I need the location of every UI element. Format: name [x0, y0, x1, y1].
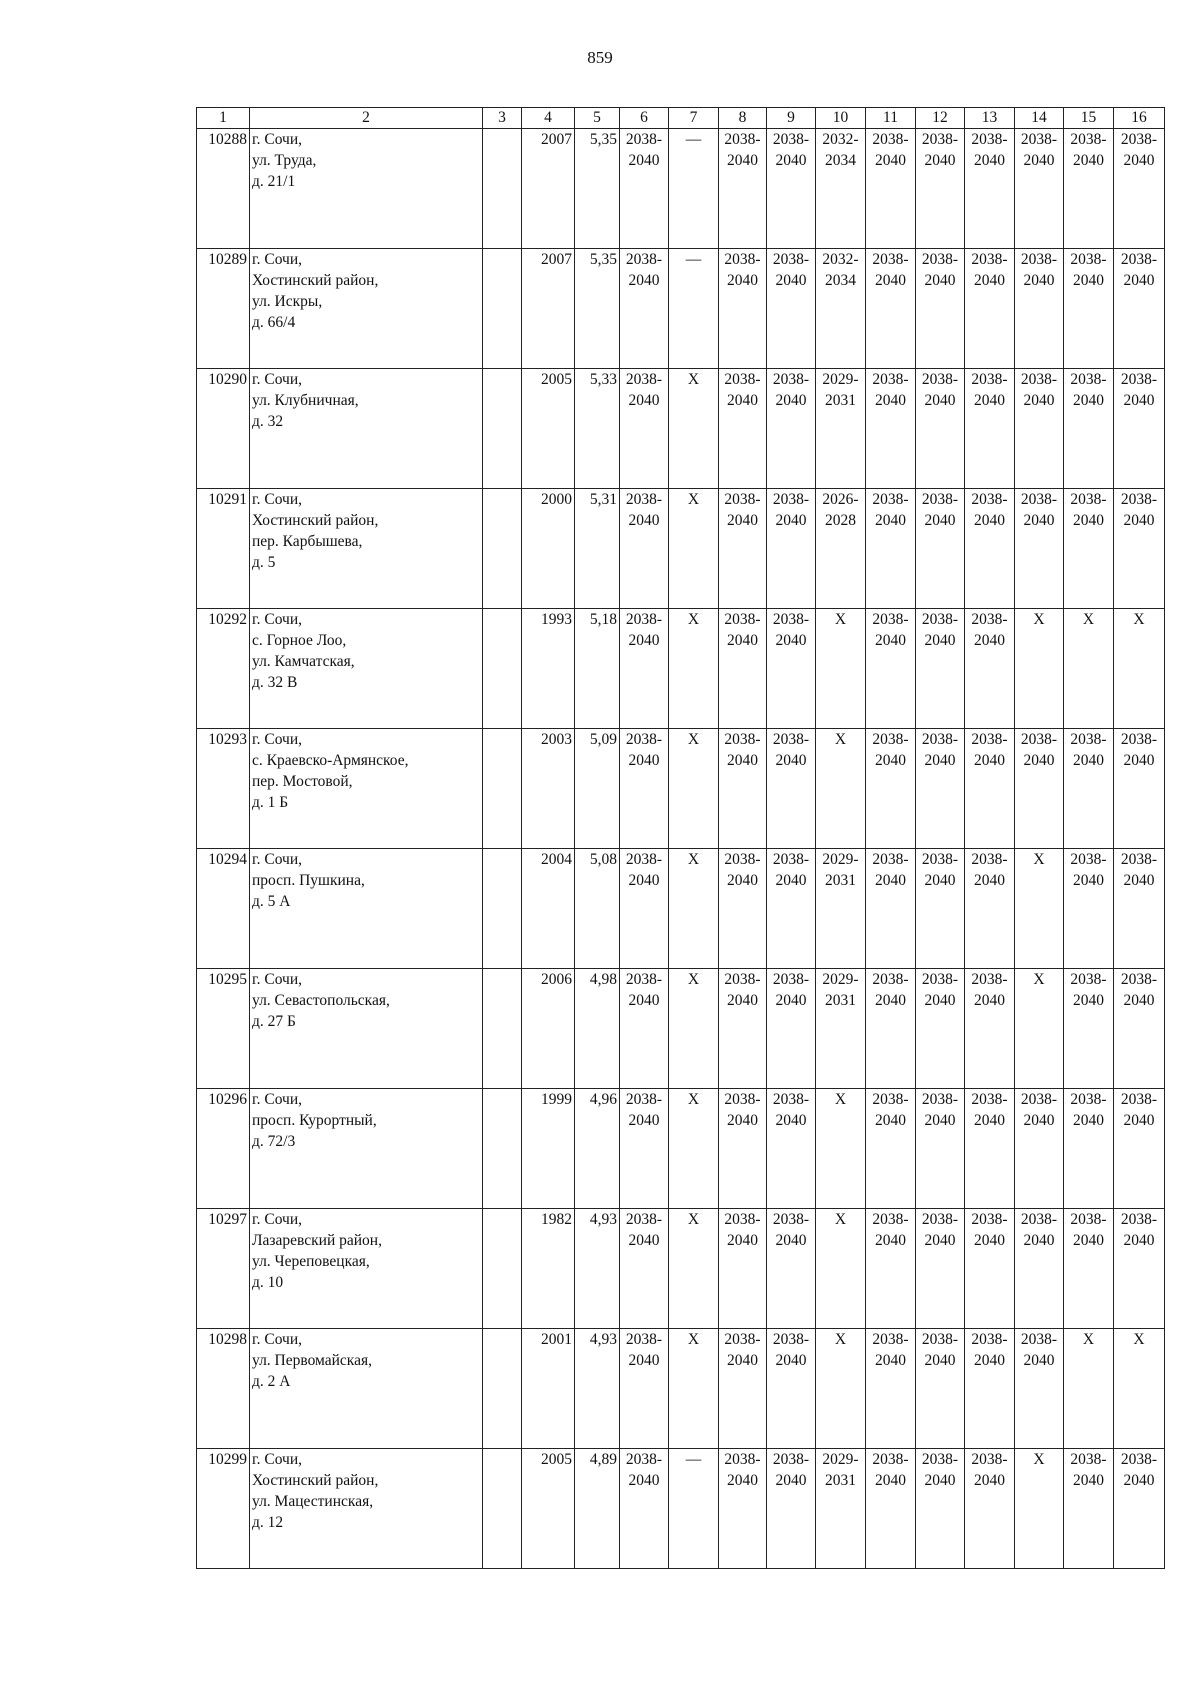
col-6-cell: 2038- 2040 [620, 249, 669, 369]
address-line: д. 32 В [252, 674, 298, 691]
col-11-cell: 2038- 2040 [866, 489, 916, 609]
col-7-cell: X [669, 609, 719, 729]
col-10-cell: 2026- 2028 [816, 489, 866, 609]
col-11-cell: 2038- 2040 [866, 1329, 916, 1449]
row-number-cell: 10288 [197, 129, 250, 249]
row-number-cell: 10297 [197, 1209, 250, 1329]
table-row [197, 1209, 1165, 1329]
table-row [197, 609, 1165, 729]
col-16-cell: 2038- 2040 [1114, 729, 1165, 849]
col-15-cell: 2038- 2040 [1064, 729, 1114, 849]
col-12-cell: 2038- 2040 [916, 609, 965, 729]
year-cell: 2000 [522, 489, 575, 609]
col-9-cell: 2038- 2040 [767, 129, 816, 249]
address-line: д. 21/1 [252, 173, 296, 190]
col-3-cell [483, 489, 522, 609]
col-15-cell: 2038- 2040 [1064, 369, 1114, 489]
col-3-cell [483, 849, 522, 969]
address-line: д. 72/3 [252, 1133, 296, 1150]
address-line: Хостинский район, [252, 272, 379, 289]
col-3-cell [483, 729, 522, 849]
year-cell: 2001 [522, 1329, 575, 1449]
col-16-cell: 2038- 2040 [1114, 489, 1165, 609]
col-8-cell: 2038- 2040 [719, 609, 767, 729]
col-11-cell: 2038- 2040 [866, 1449, 916, 1569]
table-row [197, 369, 1165, 489]
col-11-cell: 2038- 2040 [866, 249, 916, 369]
col-3-cell [483, 1209, 522, 1329]
col-8-cell: 2038- 2040 [719, 969, 767, 1089]
col-10-cell: X [816, 1209, 866, 1329]
table-row [197, 1449, 1165, 1569]
col-3-cell [483, 369, 522, 489]
col-9-cell: 2038- 2040 [767, 1449, 816, 1569]
address-cell [250, 369, 483, 489]
address-line: г. Сочи, [252, 731, 303, 748]
col-9-cell: 2038- 2040 [767, 249, 816, 369]
col-3-cell [483, 969, 522, 1089]
col-8-cell: 2038- 2040 [719, 1209, 767, 1329]
address-line: г. Сочи, [252, 851, 303, 868]
col-16-cell: 2038- 2040 [1114, 969, 1165, 1089]
column-header: 15 [1064, 108, 1114, 129]
column-header: 1 [197, 108, 250, 129]
address-cell [250, 1089, 483, 1209]
address-line: ул. Камчатская, [252, 653, 355, 670]
col-12-cell: 2038- 2040 [916, 1449, 965, 1569]
col-15-cell: X [1064, 1329, 1114, 1449]
column-header: 3 [483, 108, 522, 129]
col-10-cell: 2029- 2031 [816, 969, 866, 1089]
column-header: 5 [575, 108, 620, 129]
col-15-cell: 2038- 2040 [1064, 129, 1114, 249]
col-14-cell: 2038- 2040 [1015, 1089, 1064, 1209]
year-cell: 2005 [522, 369, 575, 489]
table-row [197, 849, 1165, 969]
col-7-cell: X [669, 369, 719, 489]
col-16-cell: 2038- 2040 [1114, 1209, 1165, 1329]
address-line: с. Краевско-Армянское, [252, 752, 409, 769]
col-11-cell: 2038- 2040 [866, 849, 916, 969]
value-cell: 5,35 [575, 129, 620, 249]
column-header: 2 [250, 108, 483, 129]
col-7-cell: X [669, 849, 719, 969]
year-cell: 2003 [522, 729, 575, 849]
col-8-cell: 2038- 2040 [719, 729, 767, 849]
col-15-cell: X [1064, 609, 1114, 729]
column-header: 7 [669, 108, 719, 129]
address-line: г. Сочи, [252, 251, 303, 268]
col-8-cell: 2038- 2040 [719, 489, 767, 609]
address-cell [250, 849, 483, 969]
address-line: г. Сочи, [252, 371, 303, 388]
col-13-cell: 2038- 2040 [965, 609, 1015, 729]
column-header: 4 [522, 108, 575, 129]
year-cell: 2006 [522, 969, 575, 1089]
address-line: ул. Искры, [252, 293, 323, 310]
address-line: д. 2 А [252, 1373, 291, 1390]
col-14-cell: X [1015, 609, 1064, 729]
col-15-cell: 2038- 2040 [1064, 1089, 1114, 1209]
col-14-cell: 2038- 2040 [1015, 1209, 1064, 1329]
address-line: г. Сочи, [252, 1331, 303, 1348]
col-3-cell [483, 1449, 522, 1569]
address-cell [250, 729, 483, 849]
col-15-cell: 2038- 2040 [1064, 1209, 1114, 1329]
table-row [197, 1329, 1165, 1449]
column-header: 6 [620, 108, 669, 129]
table-row [197, 1089, 1165, 1209]
column-header: 11 [866, 108, 916, 129]
address-line: ул. Мацестинская, [252, 1493, 374, 1510]
value-cell: 4,93 [575, 1209, 620, 1329]
col-16-cell: X [1114, 609, 1165, 729]
header-row [197, 108, 1165, 129]
col-9-cell: 2038- 2040 [767, 489, 816, 609]
col-10-cell: 2032- 2034 [816, 249, 866, 369]
col-3-cell [483, 1089, 522, 1209]
address-line: г. Сочи, [252, 971, 303, 988]
row-number-cell: 10294 [197, 849, 250, 969]
table-body [197, 129, 1165, 1569]
col-9-cell: 2038- 2040 [767, 369, 816, 489]
col-12-cell: 2038- 2040 [916, 249, 965, 369]
col-12-cell: 2038- 2040 [916, 489, 965, 609]
address-line: Хостинский район, [252, 1472, 379, 1489]
address-cell [250, 609, 483, 729]
col-14-cell: 2038- 2040 [1015, 369, 1064, 489]
col-11-cell: 2038- 2040 [866, 369, 916, 489]
address-line: ул. Севастопольская, [252, 992, 390, 1009]
col-13-cell: 2038- 2040 [965, 1329, 1015, 1449]
col-6-cell: 2038- 2040 [620, 849, 669, 969]
col-3-cell [483, 609, 522, 729]
col-7-cell: X [669, 969, 719, 1089]
address-line: просп. Курортный, [252, 1112, 377, 1129]
col-13-cell: 2038- 2040 [965, 1089, 1015, 1209]
col-14-cell: 2038- 2040 [1015, 249, 1064, 369]
year-cell: 2007 [522, 249, 575, 369]
year-cell: 1993 [522, 609, 575, 729]
col-7-cell: — [669, 249, 719, 369]
address-line: д. 5 А [252, 893, 291, 910]
col-15-cell: 2038- 2040 [1064, 489, 1114, 609]
col-7-cell: X [669, 1209, 719, 1329]
col-8-cell: 2038- 2040 [719, 1329, 767, 1449]
col-11-cell: 2038- 2040 [866, 609, 916, 729]
col-8-cell: 2038- 2040 [719, 249, 767, 369]
col-15-cell: 2038- 2040 [1064, 249, 1114, 369]
address-line: ул. Клубничная, [252, 392, 359, 409]
value-cell: 5,09 [575, 729, 620, 849]
col-13-cell: 2038- 2040 [965, 129, 1015, 249]
col-9-cell: 2038- 2040 [767, 1329, 816, 1449]
col-7-cell: — [669, 1449, 719, 1569]
col-6-cell: 2038- 2040 [620, 1209, 669, 1329]
col-14-cell: 2038- 2040 [1015, 1329, 1064, 1449]
value-cell: 5,18 [575, 609, 620, 729]
col-16-cell: 2038- 2040 [1114, 369, 1165, 489]
col-9-cell: 2038- 2040 [767, 1209, 816, 1329]
col-13-cell: 2038- 2040 [965, 729, 1015, 849]
col-6-cell: 2038- 2040 [620, 1329, 669, 1449]
address-cell [250, 489, 483, 609]
column-header: 12 [916, 108, 965, 129]
value-cell: 5,33 [575, 369, 620, 489]
year-cell: 2007 [522, 129, 575, 249]
col-9-cell: 2038- 2040 [767, 849, 816, 969]
col-11-cell: 2038- 2040 [866, 1209, 916, 1329]
table-row [197, 129, 1165, 249]
address-line: пер. Мостовой, [252, 773, 353, 790]
col-8-cell: 2038- 2040 [719, 1089, 767, 1209]
column-header: 13 [965, 108, 1015, 129]
row-number-cell: 10298 [197, 1329, 250, 1449]
table-row [197, 729, 1165, 849]
address-line: ул. Первомайская, [252, 1352, 372, 1369]
col-9-cell: 2038- 2040 [767, 969, 816, 1089]
col-11-cell: 2038- 2040 [866, 969, 916, 1089]
col-13-cell: 2038- 2040 [965, 969, 1015, 1089]
col-12-cell: 2038- 2040 [916, 1329, 965, 1449]
col-8-cell: 2038- 2040 [719, 129, 767, 249]
value-cell: 4,93 [575, 1329, 620, 1449]
address-line: ул. Труда, [252, 152, 317, 169]
address-cell [250, 129, 483, 249]
row-number-cell: 10291 [197, 489, 250, 609]
address-line: г. Сочи, [252, 1091, 303, 1108]
col-16-cell: 2038- 2040 [1114, 249, 1165, 369]
col-12-cell: 2038- 2040 [916, 729, 965, 849]
column-header: 9 [767, 108, 816, 129]
address-line: д. 12 [252, 1514, 284, 1531]
address-line: д. 32 [252, 413, 284, 430]
address-line: д. 1 Б [252, 794, 289, 811]
column-header: 10 [816, 108, 866, 129]
col-6-cell: 2038- 2040 [620, 969, 669, 1089]
column-header: 8 [719, 108, 767, 129]
address-line: просп. Пушкина, [252, 872, 365, 889]
col-10-cell: X [816, 609, 866, 729]
row-number-cell: 10292 [197, 609, 250, 729]
address-line: д. 5 [252, 554, 276, 571]
col-10-cell: X [816, 1329, 866, 1449]
address-line: пер. Карбышева, [252, 533, 363, 550]
address-line: г. Сочи, [252, 1211, 303, 1228]
year-cell: 2005 [522, 1449, 575, 1569]
year-cell: 2004 [522, 849, 575, 969]
page-number: 859 [587, 48, 613, 67]
row-number-cell: 10299 [197, 1449, 250, 1569]
year-cell: 1999 [522, 1089, 575, 1209]
col-3-cell [483, 129, 522, 249]
col-3-cell [483, 249, 522, 369]
address-line: Хостинский район, [252, 512, 379, 529]
value-cell: 5,31 [575, 489, 620, 609]
col-15-cell: 2038- 2040 [1064, 849, 1114, 969]
col-10-cell: 2032- 2034 [816, 129, 866, 249]
col-16-cell: 2038- 2040 [1114, 1449, 1165, 1569]
col-12-cell: 2038- 2040 [916, 969, 965, 1089]
col-8-cell: 2038- 2040 [719, 849, 767, 969]
col-13-cell: 2038- 2040 [965, 249, 1015, 369]
col-3-cell [483, 1329, 522, 1449]
col-11-cell: 2038- 2040 [866, 729, 916, 849]
address-line: г. Сочи, [252, 611, 303, 628]
col-6-cell: 2038- 2040 [620, 489, 669, 609]
address-cell [250, 1209, 483, 1329]
col-8-cell: 2038- 2040 [719, 369, 767, 489]
col-9-cell: 2038- 2040 [767, 609, 816, 729]
col-12-cell: 2038- 2040 [916, 849, 965, 969]
col-6-cell: 2038- 2040 [620, 729, 669, 849]
col-13-cell: 2038- 2040 [965, 369, 1015, 489]
address-line: с. Горное Лоо, [252, 632, 347, 649]
value-cell: 4,89 [575, 1449, 620, 1569]
col-13-cell: 2038- 2040 [965, 1449, 1015, 1569]
address-line: д. 10 [252, 1274, 284, 1291]
col-10-cell: 2029- 2031 [816, 849, 866, 969]
address-line: Лазаревский район, [252, 1232, 382, 1249]
col-13-cell: 2038- 2040 [965, 1209, 1015, 1329]
col-7-cell: X [669, 489, 719, 609]
address-line: д. 66/4 [252, 314, 296, 331]
col-16-cell: 2038- 2040 [1114, 1089, 1165, 1209]
col-12-cell: 2038- 2040 [916, 1089, 965, 1209]
col-10-cell: X [816, 1089, 866, 1209]
col-14-cell: X [1015, 969, 1064, 1089]
address-line: ул. Череповецкая, [252, 1253, 370, 1270]
address-line: г. Сочи, [252, 1451, 303, 1468]
col-16-cell: 2038- 2040 [1114, 849, 1165, 969]
col-10-cell: 2029- 2031 [816, 369, 866, 489]
table-row [197, 489, 1165, 609]
column-header: 16 [1114, 108, 1165, 129]
col-15-cell: 2038- 2040 [1064, 969, 1114, 1089]
col-7-cell: X [669, 1329, 719, 1449]
row-number-cell: 10289 [197, 249, 250, 369]
col-14-cell: X [1015, 849, 1064, 969]
value-cell: 4,98 [575, 969, 620, 1089]
value-cell: 4,96 [575, 1089, 620, 1209]
col-7-cell: — [669, 129, 719, 249]
col-7-cell: X [669, 729, 719, 849]
data-table [196, 107, 1165, 1569]
col-6-cell: 2038- 2040 [620, 1089, 669, 1209]
year-cell: 1982 [522, 1209, 575, 1329]
row-number-cell: 10290 [197, 369, 250, 489]
table-row [197, 249, 1165, 369]
address-line: д. 27 Б [252, 1013, 296, 1030]
col-7-cell: X [669, 1089, 719, 1209]
col-6-cell: 2038- 2040 [620, 1449, 669, 1569]
col-13-cell: 2038- 2040 [965, 489, 1015, 609]
address-cell [250, 969, 483, 1089]
col-10-cell: 2029- 2031 [816, 1449, 866, 1569]
col-14-cell: X [1015, 1449, 1064, 1569]
col-14-cell: 2038- 2040 [1015, 729, 1064, 849]
col-12-cell: 2038- 2040 [916, 369, 965, 489]
col-9-cell: 2038- 2040 [767, 1089, 816, 1209]
value-cell: 5,35 [575, 249, 620, 369]
col-11-cell: 2038- 2040 [866, 129, 916, 249]
value-cell: 5,08 [575, 849, 620, 969]
col-12-cell: 2038- 2040 [916, 1209, 965, 1329]
table-row [197, 969, 1165, 1089]
address-line: г. Сочи, [252, 131, 303, 148]
col-6-cell: 2038- 2040 [620, 129, 669, 249]
col-16-cell: X [1114, 1329, 1165, 1449]
row-number-cell: 10293 [197, 729, 250, 849]
row-number-cell: 10295 [197, 969, 250, 1089]
col-9-cell: 2038- 2040 [767, 729, 816, 849]
col-14-cell: 2038- 2040 [1015, 489, 1064, 609]
row-number-cell: 10296 [197, 1089, 250, 1209]
col-10-cell: X [816, 729, 866, 849]
col-15-cell: 2038- 2040 [1064, 1449, 1114, 1569]
col-12-cell: 2038- 2040 [916, 129, 965, 249]
col-11-cell: 2038- 2040 [866, 1089, 916, 1209]
column-header: 14 [1015, 108, 1064, 129]
col-6-cell: 2038- 2040 [620, 609, 669, 729]
col-16-cell: 2038- 2040 [1114, 129, 1165, 249]
col-8-cell: 2038- 2040 [719, 1449, 767, 1569]
col-6-cell: 2038- 2040 [620, 369, 669, 489]
address-line: г. Сочи, [252, 491, 303, 508]
col-13-cell: 2038- 2040 [965, 849, 1015, 969]
address-cell [250, 249, 483, 369]
address-cell [250, 1449, 483, 1569]
col-14-cell: 2038- 2040 [1015, 129, 1064, 249]
address-cell [250, 1329, 483, 1449]
